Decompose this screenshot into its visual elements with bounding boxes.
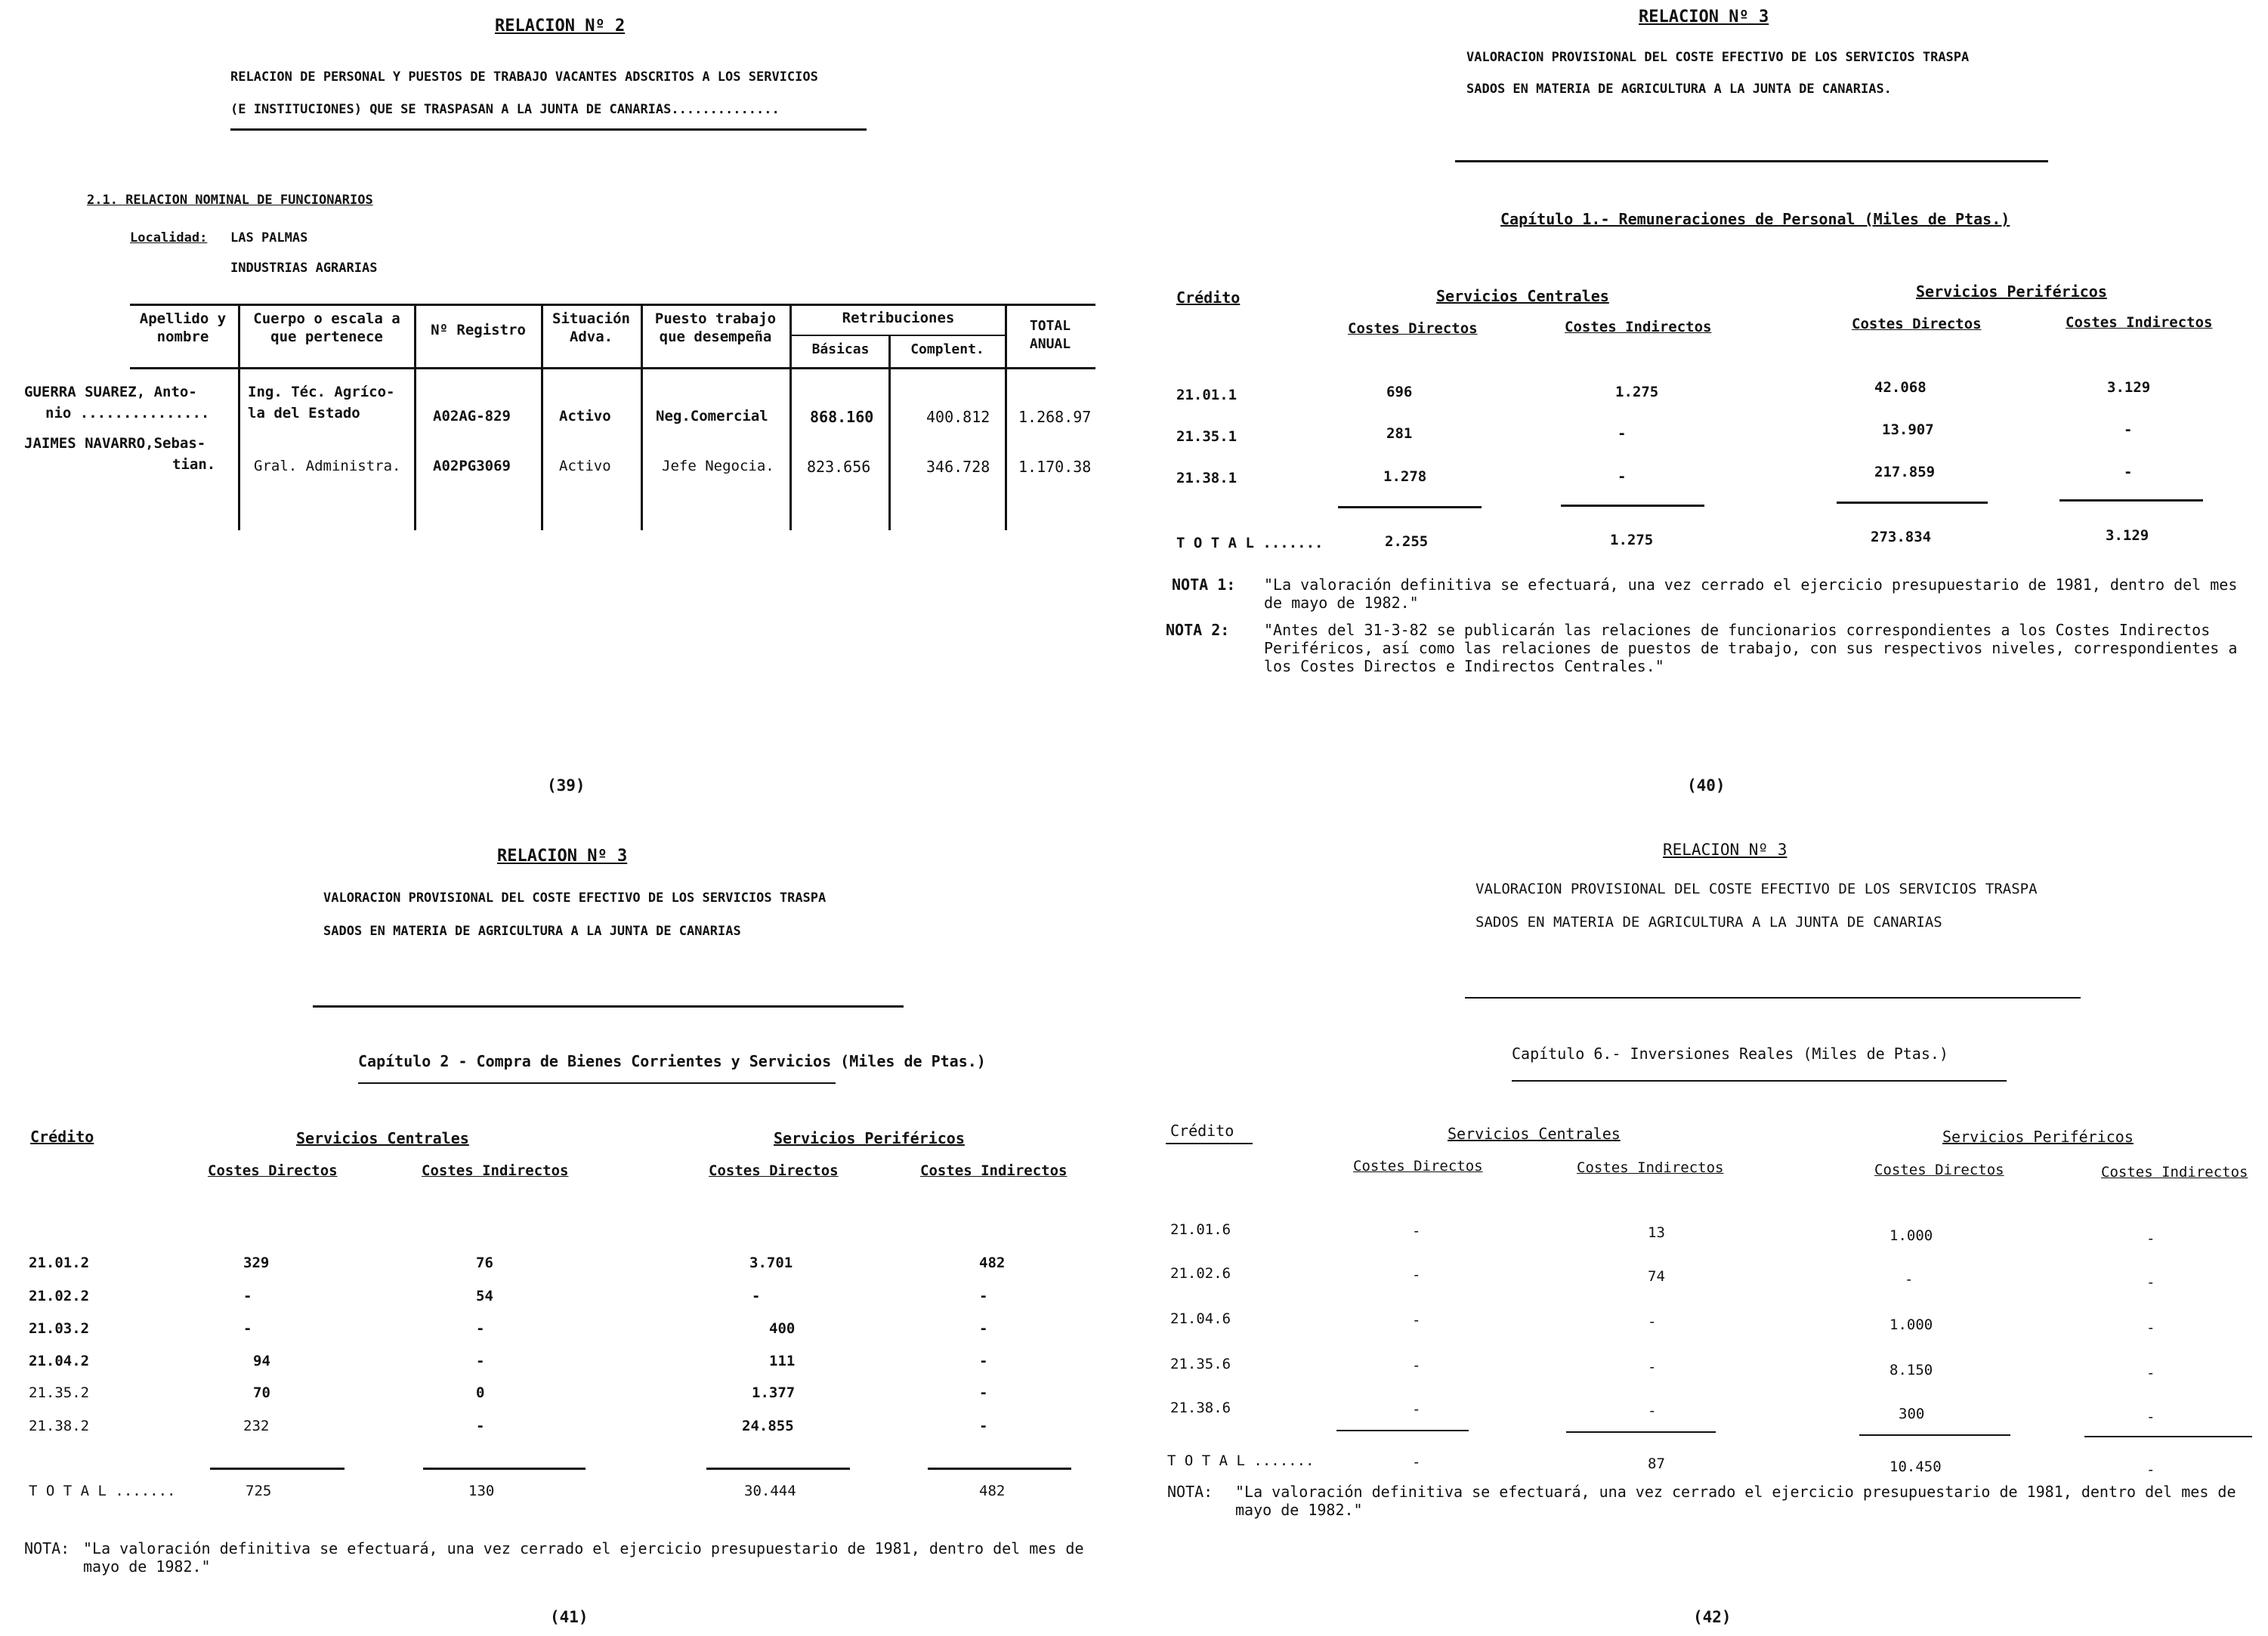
sum-rule [1561,505,1704,507]
col-credito: Crédito [30,1128,94,1146]
col-divider [414,304,416,530]
row-credito: 21.01.2 [29,1255,90,1271]
total-cd-periferico: 273.834 [1871,529,1932,545]
sum-rule [1336,1430,1469,1431]
sum-rule [210,1468,345,1470]
row-ci-periferico: 3.129 [2107,379,2151,396]
row-ci-periferico: - [979,1418,988,1434]
total-cd-periferico: 30.444 [744,1483,796,1499]
row-cd-central: - [243,1320,252,1337]
header-total: TOTAL ANUAL [1029,318,1071,352]
heading-line-2: SADOS EN MATERIA DE AGRICULTURA A LA JUNTA DE CANARIAS. [1466,82,1892,97]
header-apellido: Apellido y nombre [139,310,227,345]
total-cd-central: 725 [246,1483,272,1499]
localidad-label: Localidad: [130,230,208,245]
chapter-rule [358,1082,836,1084]
row-ci-periferico: - [2146,1365,2155,1381]
col-centrales: Servicios Centrales [1436,287,1609,305]
row-ci-central: 54 [476,1288,493,1304]
row-cd-central: 94 [253,1353,270,1369]
heading-line-1: VALORACION PROVISIONAL DEL COSTE EFECTIVO DE LOS SERVICIOS TRASPA [1475,881,2038,897]
sum-rule [2059,499,2203,502]
nota1-text: "La valoración definitiva se efectuará, una vez cerrado el ejercicio presupuestario de 1981, dentro del mes de mayo de 1982." [1264,576,2238,612]
row-ci-central: - [1648,1359,1657,1375]
page-number: (42) [1693,1608,1732,1626]
row-credito: 21.02.6 [1170,1265,1231,1282]
page-40 [1134,0,2268,818]
row1-name-line2: nio ............... [45,405,210,421]
row-credito: 21.35.2 [29,1384,90,1401]
header-retribuciones: Retribuciones [842,310,955,326]
row-cd-periferico: - [1905,1271,1914,1288]
row-cd-periferico: 111 [769,1353,796,1369]
row-cd-periferico: 3.701 [749,1255,793,1271]
total-cd-central: 2.255 [1385,533,1429,550]
row-cd-periferico: 1.377 [752,1384,796,1401]
row-cd-central: 696 [1386,384,1413,400]
header-complem: Complent. [910,341,984,357]
chapter-title: Capítulo 2 - Compra de Bienes Corrientes y Servicios (Miles de Ptas.) [358,1052,986,1070]
page-title: RELACION Nº 3 [497,847,628,866]
row-cd-periferico: 1.000 [1889,1317,1933,1333]
heading-line-2: SADOS EN MATERIA DE AGRICULTURA A LA JUNTA DE CANARIAS [1475,914,1942,931]
row-cd-central: 281 [1386,425,1413,442]
heading-rule [1465,997,2081,999]
row-ci-periferico: - [2146,1274,2155,1291]
row-credito: 21.38.6 [1170,1400,1231,1416]
table-header-rule [130,367,1095,369]
col-divider [1005,304,1007,530]
row2-situacion: Activo [559,458,611,474]
col-cd-central: Costes Directos [1353,1158,1483,1175]
row-ci-central: - [1618,425,1627,442]
row-cd-central: 232 [243,1418,270,1434]
col-cd-periferico: Costes Directos [1852,316,1982,332]
row-cd-periferico: 217.859 [1874,464,1936,480]
row-ci-central: - [1648,1403,1657,1419]
col-perifericos: Servicios Periféricos [1916,282,2107,301]
col-ci-central: Costes Indirectos [422,1162,569,1179]
total-label: T O T A L ....... [1167,1452,1315,1469]
row2-name-line1: JAIMES NAVARRO,Sebas- [24,435,206,452]
row-ci-central: 13 [1648,1224,1665,1241]
row-ci-central: - [1648,1313,1657,1330]
row1-cuerpo-line2: la del Estado [248,405,360,421]
row-cd-central: - [1412,1267,1421,1283]
nota-text: "La valoración definitiva se efectuará, una vez cerrado el ejercicio presupuestario de 1981, dentro del mes de mayo de 1982." [1235,1483,2236,1519]
total-label: T O T A L ....... [29,1483,176,1499]
row-cd-periferico: 24.855 [742,1418,794,1434]
page-title: RELACION Nº 3 [1639,8,1769,26]
col-centrales: Servicios Centrales [1448,1125,1621,1143]
row-credito: 21.35.6 [1170,1356,1231,1372]
sum-rule [1338,506,1482,508]
row-ci-periferico: - [2124,464,2133,480]
row-cd-central: - [1412,1357,1421,1374]
col-divider [641,304,643,530]
col-divider [541,304,543,530]
row-credito: 21.02.2 [29,1288,90,1304]
row-ci-central: - [1618,468,1627,485]
row-cd-periferico: 400 [769,1320,796,1337]
total-ci-central: 1.275 [1610,532,1654,548]
col-credito: Crédito [1176,289,1241,307]
total-ci-central: 87 [1648,1455,1665,1472]
row2-cuerpo-line1: Gral. Administra. [254,458,401,474]
row2-basicas: 823.656 [807,458,871,476]
page-title: RELACION Nº 2 [495,17,626,35]
sum-rule [1837,502,1988,504]
row-ci-central: - [476,1353,485,1369]
col-divider [888,335,891,530]
page-number: (41) [550,1608,589,1626]
row-cd-periferico: 300 [1899,1406,1925,1422]
col-perifericos: Servicios Periféricos [1942,1128,2134,1146]
sum-rule [1566,1431,1716,1433]
col-credito: Crédito [1170,1122,1234,1140]
col-divider [238,304,240,530]
row-credito: 21.38.2 [29,1418,90,1434]
col-credito-rule [1166,1143,1253,1144]
row-credito: 21.38.1 [1176,470,1238,486]
row1-cuerpo-line1: Ing. Téc. Agríco- [248,384,395,400]
total-ci-periferico: - [2146,1462,2155,1478]
sum-rule [423,1468,586,1470]
page-42 [1134,818,2268,1636]
page-41 [0,818,1134,1636]
chapter-rule [1512,1080,2007,1082]
row-credito: 21.01.1 [1176,387,1238,403]
row-cd-periferico: 13.907 [1882,421,1934,438]
col-perifericos: Servicios Periféricos [774,1129,965,1147]
row-ci-central: 1.275 [1615,384,1659,400]
col-ci-periferico: Costes Indirectos [920,1162,1068,1179]
row-cd-central: 70 [253,1384,270,1401]
row2-puesto: Jefe Negocia. [662,458,774,474]
col-ci-central: Costes Indirectos [1577,1159,1724,1176]
table-top-rule [130,304,1095,306]
heading-line-2: (E INSTITUCIONES) QUE SE TRASPASAN A LA JUNTA DE CANARIAS.............. [230,102,780,117]
row-credito: 21.03.2 [29,1320,90,1337]
page-number: (40) [1687,776,1726,795]
heading-line-1: RELACION DE PERSONAL Y PUESTOS DE TRABAJO VACANTES ADSCRITOS A LOS SERVICIOS [230,69,818,85]
total-ci-periferico: 3.129 [2106,527,2149,544]
row-cd-periferico: 42.068 [1874,379,1927,396]
header-cuerpo: Cuerpo o escala a que pertenece [253,310,400,345]
col-cd-central: Costes Directos [208,1162,338,1179]
chapter-title: Capítulo 1.- Remuneraciones de Personal (Miles de Ptas.) [1500,210,2010,228]
col-ci-periferico: Costes Indirectos [2066,314,2213,331]
header-situacion: Situación Adva. [552,310,630,345]
sum-rule [1859,1434,2010,1436]
row1-puesto: Neg.Comercial [656,408,768,424]
row-cd-central: - [1412,1223,1421,1239]
localidad-value: LAS PALMAS [230,230,308,245]
nota1-label: NOTA 1: [1172,576,1236,594]
chapter-title: Capítulo 6.- Inversiones Reales (Miles de Ptas.) [1512,1045,1948,1063]
nota2-label: NOTA 2: [1166,621,1230,639]
total-label: T O T A L ....... [1176,535,1324,551]
row-ci-periferico: - [2146,1409,2155,1425]
heading-rule [313,1005,904,1008]
nota-label: NOTA: [24,1539,70,1557]
col-cd-central: Costes Directos [1348,320,1478,337]
sum-rule [706,1468,850,1470]
row-ci-central: - [476,1418,485,1434]
header-puesto: Puesto trabajo que desempeña [654,310,777,345]
nota-label: NOTA: [1167,1483,1213,1501]
row-cd-central: - [1412,1312,1421,1329]
row-credito: 21.04.2 [29,1353,90,1369]
row-ci-periferico: 482 [979,1255,1006,1271]
header-basicas: Básicas [811,341,870,357]
col-divider [789,304,792,530]
retrib-sub-rule [789,335,1005,336]
heading-line-1: VALORACION PROVISIONAL DEL COSTE EFECTIVO DE LOS SERVICIOS TRASPA [323,891,827,906]
row-ci-central: 76 [476,1255,493,1271]
sum-rule [928,1468,1071,1470]
row-ci-central: 74 [1648,1268,1665,1285]
row2-name-line2: tian. [172,456,216,473]
total-cd-central: - [1412,1454,1421,1471]
row1-complem: 400.812 [926,408,990,426]
row-ci-periferico: - [2146,1230,2155,1247]
heading-rule [1455,160,2048,162]
total-ci-central: 130 [468,1483,495,1499]
row-ci-periferico: - [979,1288,988,1304]
sum-rule [2084,1436,2252,1437]
section-title: 2.1. RELACION NOMINAL DE FUNCIONARIOS [87,193,373,208]
unidad-name: INDUSTRIAS AGRARIAS [230,261,378,276]
heading-line-1: VALORACION PROVISIONAL DEL COSTE EFECTIVO DE LOS SERVICIOS TRASPA [1466,50,1970,65]
col-ci-central: Costes Indirectos [1565,319,1712,335]
row1-name-line1: GUERRA SUAREZ, Anto- [24,384,197,400]
row-ci-periferico: - [2146,1320,2155,1336]
row-cd-central: - [243,1288,252,1304]
row-cd-central: 1.278 [1383,468,1427,485]
nota-text: "La valoración definitiva se efectuará, una vez cerrado el ejercicio presupuestario de 1981, dentro del mes de mayo de 1982." [83,1539,1084,1576]
row2-total: 1.170.38 [1018,458,1092,476]
heading-rule [230,128,867,131]
row-cd-central: - [1412,1401,1421,1418]
row-ci-periferico: - [979,1384,988,1401]
page-number: (39) [547,776,586,795]
row-cd-periferico: 1.000 [1889,1227,1933,1244]
col-ci-periferico: Costes Indirectos [2101,1164,2248,1181]
row-credito: 21.04.6 [1170,1310,1231,1327]
row-cd-central: 329 [243,1255,270,1271]
page-title: RELACION Nº 3 [1663,841,1788,859]
row-credito: 21.35.1 [1176,428,1238,445]
col-centrales: Servicios Centrales [296,1129,469,1147]
page-39 [0,0,1134,818]
row-ci-central: 0 [476,1384,485,1401]
row-credito: 21.01.6 [1170,1221,1231,1238]
total-ci-periferico: 482 [979,1483,1006,1499]
row1-total: 1.268.97 [1018,408,1092,426]
row1-situacion: Activo [559,408,611,424]
col-cd-periferico: Costes Directos [709,1162,839,1179]
row2-complem: 346.728 [926,458,990,476]
row2-registro: A02PG3069 [433,458,511,474]
row1-basicas: 868.160 [810,408,874,426]
row-cd-periferico: - [752,1288,761,1304]
row-ci-central: - [476,1320,485,1337]
row-ci-periferico: - [979,1320,988,1337]
col-cd-periferico: Costes Directos [1874,1162,2004,1178]
row-cd-periferico: 8.150 [1889,1362,1933,1378]
nota2-text: "Antes del 31-3-82 se publicarán las relaciones de funcionarios correspondientes a los Costes Indirectos Periféricos, así como las relaciones de puestos de trabajo, con sus respectivos niveles, correspondientes a los Costes Directos e Indirectos Centrales." [1264,621,2238,675]
row-ci-periferico: - [2124,421,2133,438]
heading-line-2: SADOS EN MATERIA DE AGRICULTURA A LA JUNTA DE CANARIAS [323,924,741,939]
header-registro: Nº Registro [431,322,526,338]
row1-registro: A02AG-829 [433,408,511,424]
row-ci-periferico: - [979,1353,988,1369]
total-cd-periferico: 10.450 [1889,1459,1942,1475]
